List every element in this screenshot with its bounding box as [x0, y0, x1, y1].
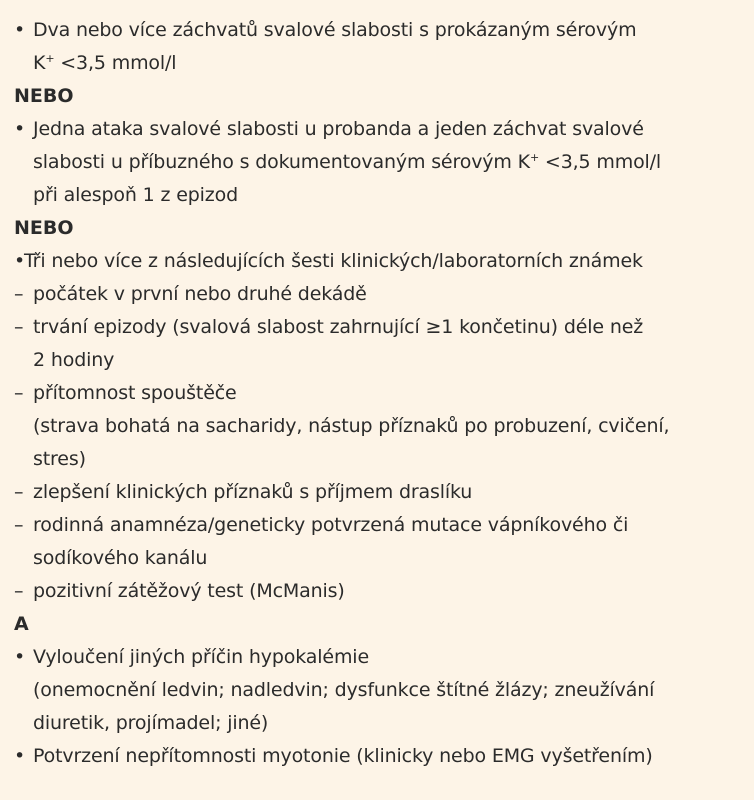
criterion-4-line-1 — [14, 641, 742, 674]
criterion-2-line-3: při alespoň 1 z epizod — [33, 184, 238, 206]
sub-criterion-2-line-1 — [14, 311, 742, 344]
potassium-threshold: <3,5 mmol/l — [54, 52, 177, 74]
criterion-2-line-2 — [14, 146, 742, 179]
criterion-1-line-2 — [14, 47, 742, 80]
or-heading-2: NEBO — [14, 217, 74, 239]
criterion-4-text: Vyloučení jiných příčin hypokalémie — [33, 646, 369, 668]
criterion-3-line-1 — [14, 245, 742, 278]
sub-criterion-3-line-1 — [14, 377, 742, 410]
sub-criterion-3-line-3: stres) — [33, 448, 86, 470]
criterion-4-line-2: (onemocnění ledvin; nadledvin; dysfunkce štítné žlázy; zneužívání — [33, 679, 655, 701]
criterion-2-text-cont: slabosti u příbuzného s dokumentovaným sérovým K — [33, 151, 530, 173]
bullet: • — [14, 118, 26, 140]
dash: – — [14, 514, 24, 536]
sub-criterion-6 — [14, 575, 742, 608]
potassium-threshold: <3,5 mmol/l — [539, 151, 662, 173]
sub-criterion-6-text: pozitivní zátěžový test (McManis) — [33, 580, 345, 602]
and-heading: A — [14, 613, 29, 635]
sub-criterion-1 — [14, 278, 742, 311]
potassium-superscript: + — [45, 52, 55, 65]
criterion-5-line-1 — [14, 740, 742, 773]
sub-criterion-5-line-2: sodíkového kanálu — [33, 547, 208, 569]
dash: – — [14, 580, 24, 602]
sub-criterion-2-line-2: 2 hodiny — [33, 349, 115, 371]
dash: – — [14, 316, 24, 338]
sub-criterion-4-text: zlepšení klinických příznaků s příjmem draslíku — [33, 481, 473, 503]
sub-criterion-5-text: rodinná anamnéza/geneticky potvrzená mutace vápníkového či — [33, 514, 629, 536]
bullet: • — [14, 19, 26, 41]
criterion-5-text: Potvrzení nepřítomnosti myotonie (klinicky nebo EMG vyšetřením) — [33, 745, 653, 767]
sub-criterion-1-text: počátek v první nebo druhé dekádě — [33, 283, 367, 305]
dash: – — [14, 382, 24, 404]
criterion-1-line-1 — [14, 14, 742, 47]
criterion-3-text: Tři nebo více z následujících šesti klinických/laboratorních známek — [24, 250, 643, 272]
bullet: • — [14, 646, 26, 668]
criterion-1-text: Dva nebo více záchvatů svalové slabosti s prokázaným sérovým — [33, 19, 637, 41]
dash: – — [14, 481, 24, 503]
or-heading-1: NEBO — [14, 85, 74, 107]
sub-criterion-2-text: trvání epizody (svalová slabost zahrnující ≥1 končetinu) déle než — [33, 316, 644, 338]
potassium-label: K — [33, 52, 46, 74]
criterion-4-line-3: diuretik, projímadel; jiné) — [33, 712, 269, 734]
criterion-2-text: Jedna ataka svalové slabosti u probanda a jeden záchvat svalové — [33, 118, 644, 140]
dash: – — [14, 283, 24, 305]
potassium-superscript: + — [529, 151, 540, 164]
sub-criterion-3-text: přítomnost spouštěče — [33, 382, 237, 404]
sub-criterion-3-line-2: (strava bohatá na sacharidy, nástup příznaků po probuzení, cvičení, — [33, 415, 670, 437]
sub-criterion-5-line-1 — [14, 509, 742, 542]
bullet: • — [14, 745, 26, 767]
bullet: • — [14, 250, 26, 272]
sub-criterion-4 — [14, 476, 742, 509]
criterion-2-line-1 — [14, 113, 742, 146]
